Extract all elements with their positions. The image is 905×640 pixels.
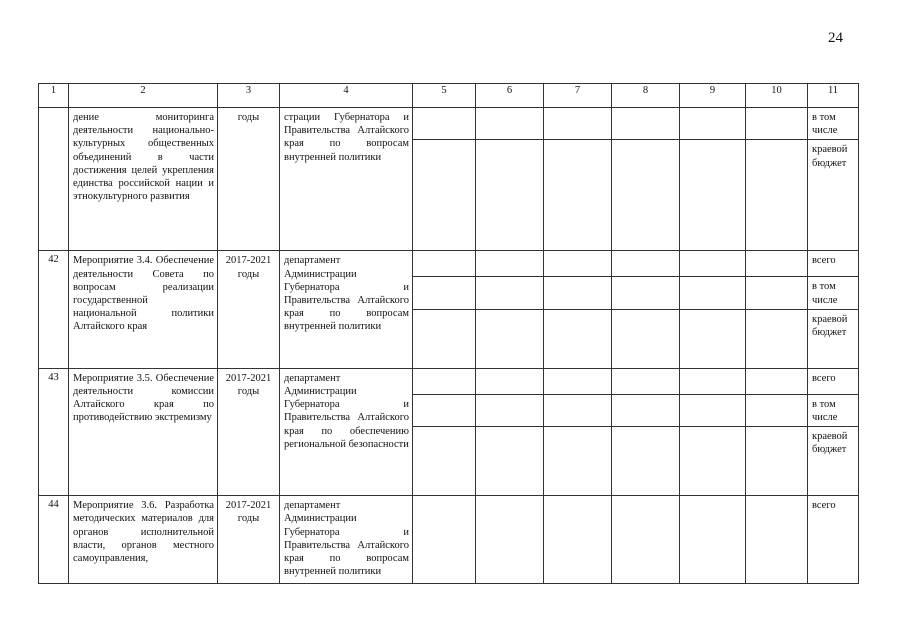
value-cell — [746, 427, 808, 496]
value-cell — [612, 108, 680, 140]
value-cell — [413, 309, 476, 368]
funding-source: краевой бюджет — [808, 140, 859, 251]
value-cell — [476, 394, 544, 426]
value-cell — [413, 427, 476, 496]
value-cell — [746, 140, 808, 251]
column-header: 7 — [544, 84, 612, 108]
value-cell — [746, 108, 808, 140]
value-cell — [612, 496, 680, 584]
funding-source: в том числе — [808, 277, 859, 309]
column-header: 6 — [476, 84, 544, 108]
value-cell — [746, 277, 808, 309]
column-header: 9 — [680, 84, 746, 108]
value-cell — [544, 368, 612, 394]
value-cell — [612, 277, 680, 309]
column-header: 5 — [413, 84, 476, 108]
value-cell — [612, 140, 680, 251]
value-cell — [476, 496, 544, 584]
value-cell — [544, 277, 612, 309]
table-row — [39, 251, 859, 277]
value-cell — [680, 108, 746, 140]
executor-cell: департамент Администрации Губернатора и Правительства Алтайского края по вопросам внутренней политики — [280, 251, 413, 368]
funding-source: всего — [808, 496, 859, 584]
funding-source: краевой бюджет — [808, 309, 859, 368]
measure-name: дение мониторинга деятельности национально-культурных общественных объединений в части достижения целей укрепления единства российской нации и этнокультурного развития — [69, 108, 218, 251]
term-cell: 2017-2021 годы — [218, 496, 280, 584]
measure-name: Мероприятие 3.4. Обеспечение деятельности Совета по вопросам реализации государственной национальной политики Алтайского края — [69, 251, 218, 368]
value-cell — [680, 140, 746, 251]
value-cell — [413, 251, 476, 277]
value-cell — [413, 496, 476, 584]
term-cell: 2017-2021 годы — [218, 368, 280, 495]
value-cell — [544, 496, 612, 584]
value-cell — [476, 140, 544, 251]
value-cell — [680, 251, 746, 277]
column-header: 10 — [746, 84, 808, 108]
value-cell — [476, 368, 544, 394]
value-cell — [544, 108, 612, 140]
funding-source: в том числе — [808, 108, 859, 140]
value-cell — [612, 251, 680, 277]
value-cell — [680, 368, 746, 394]
measure-name: Мероприятие 3.5. Обеспечение деятельности комиссии Алтайского края по противодействию экстремизму — [69, 368, 218, 495]
term-cell: 2017-2021 годы — [218, 251, 280, 368]
value-cell — [746, 368, 808, 394]
table-row — [39, 496, 859, 584]
value-cell — [544, 251, 612, 277]
value-cell — [544, 309, 612, 368]
row-number: 42 — [39, 251, 69, 368]
value-cell — [413, 394, 476, 426]
funding-source: всего — [808, 368, 859, 394]
value-cell — [476, 277, 544, 309]
funding-source: в том числе — [808, 394, 859, 426]
executor-cell: страции Губернатора и Правительства Алтайского края по вопросам внутренней политики — [280, 108, 413, 251]
value-cell — [544, 427, 612, 496]
value-cell — [612, 309, 680, 368]
value-cell — [612, 427, 680, 496]
column-header: 4 — [280, 84, 413, 108]
value-cell — [746, 496, 808, 584]
value-cell — [680, 394, 746, 426]
value-cell — [544, 394, 612, 426]
funding-source: краевой бюджет — [808, 427, 859, 496]
value-cell — [680, 496, 746, 584]
row-number: 44 — [39, 496, 69, 584]
value-cell — [476, 251, 544, 277]
column-header: 1 — [39, 84, 69, 108]
value-cell — [544, 140, 612, 251]
value-cell — [413, 108, 476, 140]
column-header: 2 — [69, 84, 218, 108]
column-header: 3 — [218, 84, 280, 108]
value-cell — [680, 277, 746, 309]
value-cell — [476, 108, 544, 140]
term-cell: годы — [218, 108, 280, 251]
column-header: 8 — [612, 84, 680, 108]
value-cell — [746, 251, 808, 277]
measure-name: Мероприятие 3.6. Разработка методических материалов для органов исполнительной власти, органов местного самоуправления, — [69, 496, 218, 584]
value-cell — [476, 427, 544, 496]
value-cell — [413, 277, 476, 309]
value-cell — [746, 309, 808, 368]
executor-cell: департамент Администрации Губернатора и Правительства Алтайского края по вопросам внутренней политики — [280, 496, 413, 584]
value-cell — [612, 368, 680, 394]
value-cell — [413, 368, 476, 394]
value-cell — [612, 394, 680, 426]
program-table — [38, 83, 859, 584]
table-row — [39, 368, 859, 394]
executor-cell: департамент Администрации Губернатора и Правительства Алтайского края по обеспечению региональной безопасности — [280, 368, 413, 495]
value-cell — [680, 427, 746, 496]
value-cell — [746, 394, 808, 426]
column-header: 11 — [808, 84, 859, 108]
value-cell — [680, 309, 746, 368]
row-number — [39, 108, 69, 251]
header-row — [39, 84, 859, 108]
row-number: 43 — [39, 368, 69, 495]
funding-source: всего — [808, 251, 859, 277]
page-number: 24 — [828, 30, 843, 46]
value-cell — [476, 309, 544, 368]
table-row — [39, 108, 859, 140]
value-cell — [413, 140, 476, 251]
